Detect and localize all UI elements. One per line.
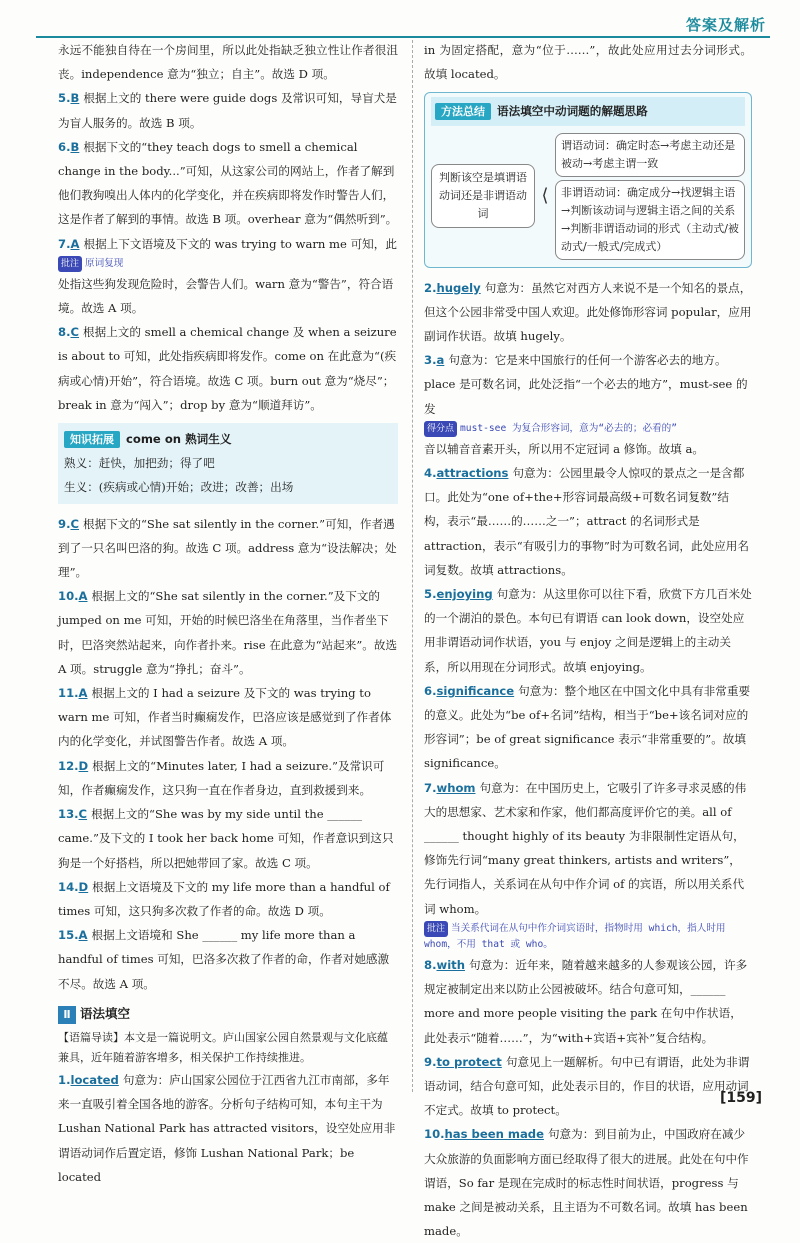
- answer-item: 5.B 根据上文的 there were guide dogs 及常识可知，导盲犬是为盲人服务的。故选 B 项。: [58, 91, 397, 130]
- right-continuation: in 为固定搭配，意为“位于……”，故此处应用过去分词形式。故填 located。: [424, 43, 752, 82]
- answer-item: 7.A 根据上下文语境及下文的 was trying to warn me 可知，此 批注 原词复现 处指这些狗发现危险时，会警告人们。warn 意为“警告”，符合语境。故选 A 项。: [58, 236, 397, 316]
- answer-item: 7.whom 句意为：在中国历史上，它吸引了许多寻求灵感的伟大的思想家、艺术家和作家，他们都高度评价它的美。all of ______ thought highly of its beauty 为非限制性定语从句，修饰先行词“many great thinkers, artists and writers”，先行词指人，关系词在从句中作介词 of 的宾语，所以用关系代词 whom。 批注 当关系代词在从句中作介词宾语时，指物时用 which，指人时用 whom，不用 that 或 who。: [424, 776, 752, 953]
- flow-branch: 谓语动词：确定时态→考虑主动还是被动→考虑主谓一致: [555, 133, 745, 177]
- answer-item: 13.C 根据上文的“She was by my side until the ______ came.”及下文的 I took her back home 可知，作者意识到这只狗是一个好搭档，所以把她带回了家。故选 C 项。: [58, 807, 394, 870]
- answer-item: 2.hugely 句意为：虽然它对西方人来说不是一个知名的景点，但这个公园非常受中国人欢迎。此处修饰形容词 popular，应用副词作状语。故填 hugely。: [424, 280, 752, 344]
- answer-item: 1.located 句意为：庐山国家公园位于江西省九江市南部，多年来一直吸引着全国各地的游客。分析句子结构可知，本句主干为 Lushan National Park has attracted visitors，设空处应用非谓语动词作后置定语，修饰 Lushan National Park；be located: [58, 1072, 396, 1184]
- flow-start: 判断该空是填谓语动词还是非谓语动词: [431, 164, 535, 228]
- answer-item: 3.a 句意为：它是来中国旅行的任何一个游客必去的地方。place 是可数名词，此处泛指“一个必去的地方”，must-see 的发 得分点 must-see 为复合形容词，意为“必去的；必看的” 音以辅音音素开头，所以用不定冠词 a 修饰。故填 a。: [424, 348, 752, 461]
- knowledge-box: 知识拓展 come on 熟词生义 熟义：赶快，加把劲；得了吧 生义：(疾病或心情)开始；改进；改善；出场: [58, 423, 398, 504]
- page-header-title: 答案及解析: [685, 16, 766, 34]
- answer-item: 6.significance 句意为：整个地区在中国文化中具有非常重要的意义。此处为“be of+名词”结构，相当于“be+该名词对应的形容词”；be of great significance 表示“非常重要的”。故填 significance。: [424, 683, 751, 771]
- answer-item: 6.B 根据下文的“they teach dogs to smell a chemical change in the body...”可知，从这家公司的网站上，作者了解到他们教狗嗅出人体内的化学变化，并在疾病即将发作时警告人们，这是作者了解到的事情。故选 B 项。overhear 意为“偶然听到”。: [58, 139, 398, 227]
- handwritten-note: 批注 原词复现: [58, 256, 398, 272]
- column-divider: [412, 40, 413, 1092]
- knowledge-line: 生义：(疾病或心情)开始；改进；改善；出场: [64, 480, 294, 495]
- page-number: [159]: [719, 1090, 762, 1106]
- answer-item: 9.C 根据下文的“She sat silently in the corner.”可知，作者遇到了一只名叫巴洛的狗。故选 C 项。address 意为“设法解决；处理”。: [58, 516, 397, 580]
- handwritten-note: 批注 当关系代词在从句中作介词宾语时，指物时用 which，指人时用 whom，不用 that 或 who。: [424, 922, 726, 950]
- answer-item: 5.enjoying 句意为：从这里你可以往下看，欣赏下方几百米处的一个湖泊的景色。本句已有谓语 can look down，设空处应用非谓语动词作状语，you 与 enjoy 之间是逻辑上的主动关系，所以用现在分词形式。故填 enjoying。: [424, 587, 752, 674]
- knowledge-tag: 知识拓展: [64, 431, 120, 448]
- section-title: Ⅱ 语法填空: [58, 1002, 398, 1026]
- answer-item: 4.attractions 句意为：公园里最令人惊叹的景点之一是含都口。此处为“one of+the+形容词最高级+可数名词复数”结构，表示“最……的……之一”；attract 的名词形式是 attraction，表示“有吸引力的事物”时为可数名词，此处应用名词复数。故填 attractions。: [424, 466, 749, 577]
- method-tag: 方法总结: [435, 103, 491, 120]
- handwritten-note: 得分点 must-see 为复合形容词，意为“必去的；必看的”: [424, 421, 752, 437]
- right-column: [424, 38, 752, 1243]
- answer-item: 10.has been made 句意为：到目前为止，中国政府在减少大众旅游的负面影响方面已经取得了很大的进展。此处在句中作谓语，So far 是现在完成时的标志性时间状语，progress 与 make 之间是被动关系，且主语为不可数名词。故填 has been made。: [424, 1127, 749, 1239]
- section-icon: Ⅱ: [58, 1006, 76, 1024]
- answer-item: 12.D 根据上文的“Minutes later, I had a seizure.”及常识可知，作者癫痫发作，这只狗一直在作者身边，直到救援到来。: [58, 758, 385, 797]
- answer-item: 11.A 根据上文的 I had a seizure 及下文的 was trying to warn me 可知，作者当时癫痫发作，巴洛应该是感觉到了作者体内的化学变化，并试图警告作者。故选 A 项。: [58, 686, 392, 749]
- answer-item: 8.C 根据上文的 smell a chemical change 及 when a seizure is about to 可知，此处指疾病即将发作。come on 在此意为“(疾病或心情)开始”，符合语境。故选 C 项。burn out 意为“烧尽”；break in 意为“闯入”；drop by 意为“顺道拜访”。: [58, 325, 397, 412]
- method-summary-box: 方法总结 语法填空中动词题的解题思路 判断该空是填谓语动词还是非谓语动词 ⟨ 谓语动词：确定时态→考虑主动还是被动→考虑主谓一致 非谓语动词：确定成分→找逻辑主语→判断该动词与逻辑主语之间的关系→判断非谓语动词的形式（主动式/被动式/一般式/完成式）: [424, 92, 752, 267]
- answer-item: 15.A 根据上文语境和 She ______ my life more than a handful of times 可知，巴洛多次救了作者的命，作者对她感激不尽。故选 A 项。: [58, 928, 390, 991]
- flow-branch: 非谓语动词：确定成分→找逻辑主语→判断该动词与逻辑主语之间的关系→判断非谓语动词的形式（主动式/被动式/一般式/完成式）: [555, 180, 745, 260]
- method-flow: [431, 130, 745, 263]
- left-column: [58, 38, 398, 1189]
- answer-item: 9.to protect 句意见上一题解析。句中已有谓语，此处为非谓语动词，结合句意可知，此处表示目的，作目的状语，应用动词不定式。故填 to protect。: [424, 1054, 750, 1118]
- passage-guide: 【语篇导读】本文是一篇说明文。庐山国家公园自然景观与文化底蕴兼具，近年随着游客增多，相关保护工作持续推进。: [58, 1030, 388, 1064]
- left-continuation: 永远不能独自待在一个房间里，所以此处指缺乏独立性让作者很沮丧。independence 意为“独立；自主”。故选 D 项。: [58, 43, 398, 82]
- answer-item: 8.with 句意为：近年来，随着越来越多的人参观该公园，许多规定被制定出来以防止公园被破坏。结合句意可知，______ more and more people visiting the park 在句中作状语，此处表示“随着……”，为“with+宾语+宾补”复合结构。: [424, 957, 748, 1045]
- answer-item: 14.D 根据上文语境及下文的 my life more than a handful of times 可知，这只狗多次救了作者的命。故选 D 项。: [58, 879, 390, 918]
- answer-item: 10.A 根据上文的“She sat silently in the corner.”及下文的 jumped on me 可知，开始的时候巴洛坐在角落里，当作者坐下时，巴洛突然站起来，向作者扑来。rise 在此意为“站起来”。故选 A 项。struggle 意为“挣扎；奋斗”。: [58, 589, 398, 676]
- knowledge-line: 熟义：赶快，加把劲；得了吧: [64, 456, 215, 471]
- branch-arrow-icon: ⟨: [541, 185, 549, 207]
